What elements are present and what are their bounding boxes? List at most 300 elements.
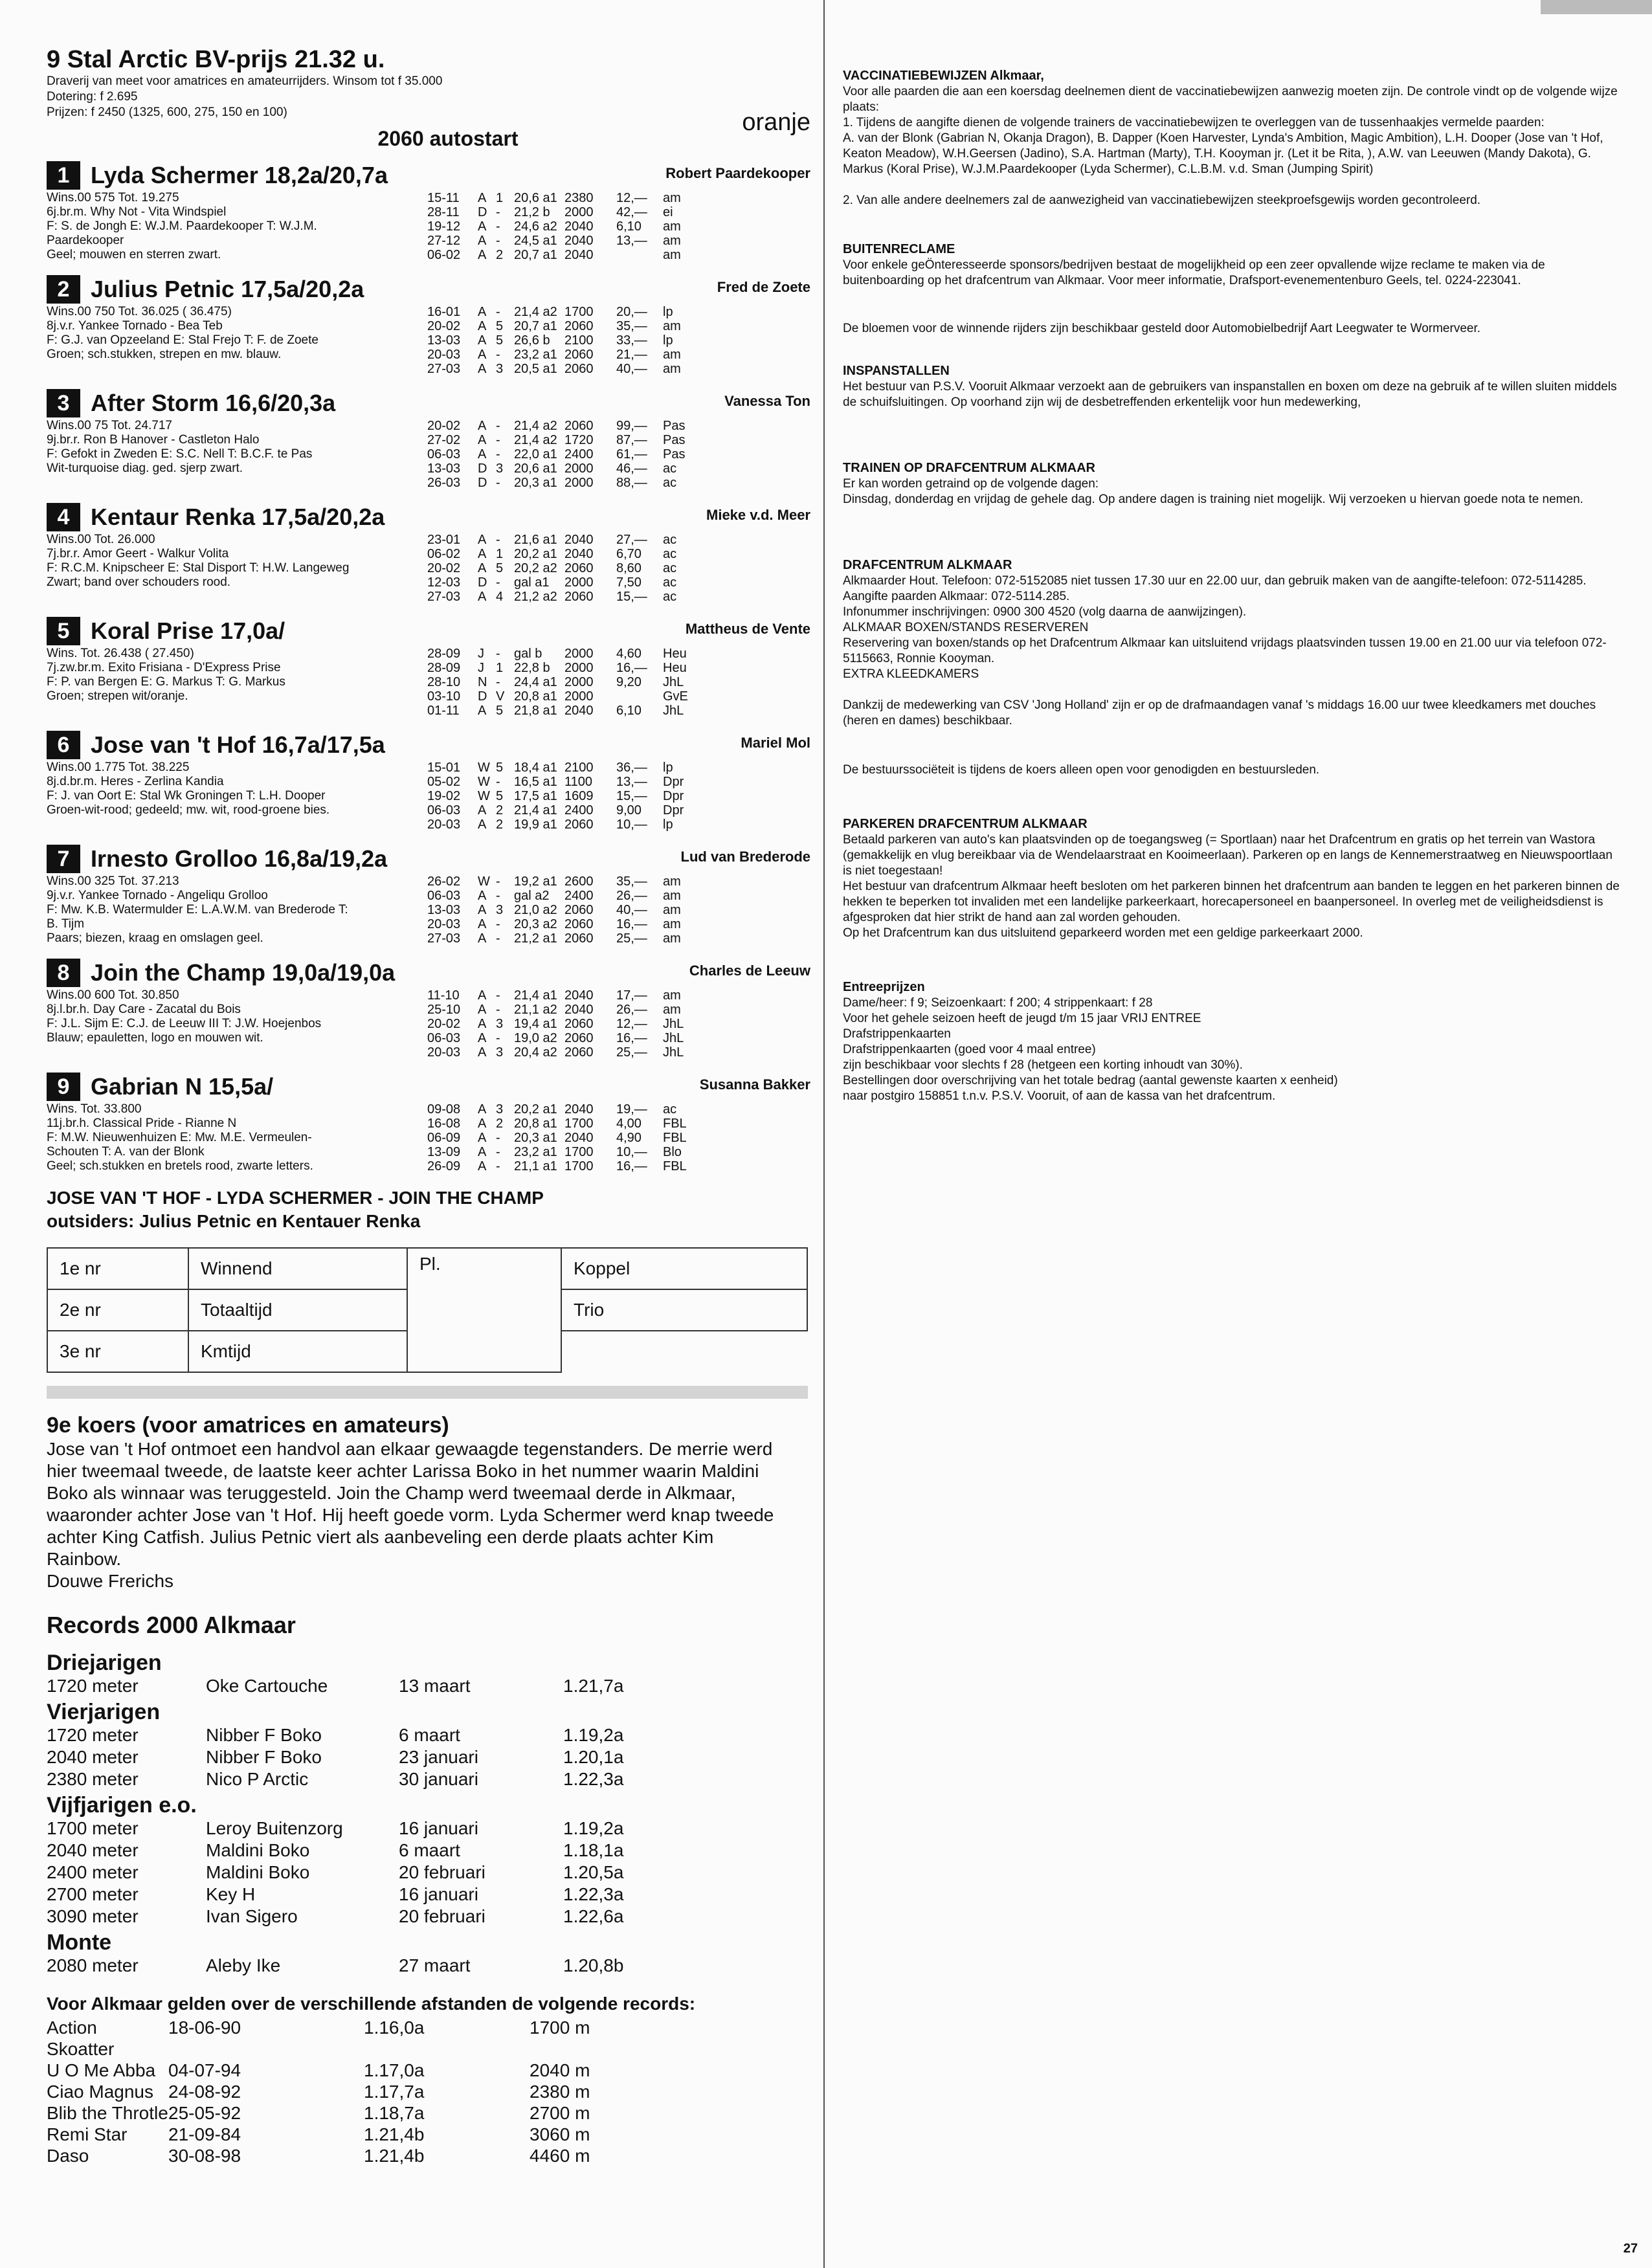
form-cell: A xyxy=(478,234,487,248)
record-category: Monte xyxy=(47,1930,112,1955)
record-cell: 16 januari xyxy=(399,1884,478,1904)
form-cell: Blo xyxy=(663,1145,682,1159)
form-cell: 26,— xyxy=(616,889,647,903)
track-record-cell: 2700 m xyxy=(530,2103,590,2123)
form-cell: 2 xyxy=(496,1117,504,1131)
horse-info xyxy=(47,1102,422,1173)
form-cell: A xyxy=(478,917,487,931)
horse-info-line: 7j.zw.br.m. Exito Frisiana - D'Express Prise xyxy=(47,661,281,674)
driver-name: Charles de Leeuw xyxy=(689,962,810,979)
record-row xyxy=(47,1906,810,1928)
section-text: Het bestuur van P.S.V. Vooruit Alkmaar verzoekt aan de gebruikers van inspanstallen en boxen om deze na gebruik af te willen sluiten middels de schuifsluitingen. Op voorhand zijn wij de desbetreffenden erkentelijk voor hun medewerking, xyxy=(843,380,1617,409)
record-row xyxy=(47,1768,810,1790)
horse-body xyxy=(47,647,810,718)
form-cell: 2060 xyxy=(564,917,594,931)
form-cell: - xyxy=(496,988,500,1003)
form-row xyxy=(427,803,715,817)
section-text: Dame/heer: f 9; Seizoenkaart: f 200; 4 strippenkaart: f 28 Voor het gehele seizoen heeft de jeugd t/m 15 jaar VRIJ ENTREE Drafstrippenkaarten Drafstrippenkaarten (goed voor 4 maal entree) zijn beschikbaar voor slechts f 28 (hetgeen een korting inhoudt van 30%). Bestellingen door overschrijving van het totale bedrag (aantal gewenste kaarten x eenheid) naar postgiro 158851 t.n.v. P.S.V. Vooruit, of aan de kassa van het drafcentrum. xyxy=(843,996,1338,1103)
horse-info-line: Blauw; epauletten, logo en mouwen wit. xyxy=(47,1031,263,1045)
form-cell: A xyxy=(478,547,487,561)
form-cell: 27-03 xyxy=(427,362,461,376)
top-gray-bar xyxy=(1541,0,1652,14)
record-category: Vijfjarigen e.o. xyxy=(47,1793,197,1818)
form-cell: lp xyxy=(663,305,673,319)
horse-header xyxy=(47,729,810,761)
form-cell: 33,— xyxy=(616,333,647,348)
form-cell: 20,5 a1 xyxy=(514,362,557,376)
form-row xyxy=(427,917,715,931)
horse-form xyxy=(427,419,715,490)
track-record-cell: 18-06-90 xyxy=(168,2018,241,2038)
record-row xyxy=(47,1955,810,1977)
form-cell: - xyxy=(496,1031,500,1045)
form-cell: am xyxy=(663,219,681,234)
form-cell: 2000 xyxy=(564,689,594,704)
horse-info-line: 6j.br.m. Why Not - Vita Windspiel xyxy=(47,205,227,219)
form-cell: 19,9 a1 xyxy=(514,817,557,832)
horse-info-line: Paars; biezen, kraag en omslagen geel. xyxy=(47,931,263,945)
info-section xyxy=(843,557,1620,729)
form-cell: 26,— xyxy=(616,1003,647,1017)
tips-outsiders: outsiders: Julius Petnic en Kentauer Renka xyxy=(47,1211,421,1231)
form-cell: - xyxy=(496,447,500,461)
form-cell: 2000 xyxy=(564,675,594,689)
form-cell: 1 xyxy=(496,661,504,675)
driver-name: Fred de Zoete xyxy=(717,279,810,295)
form-row xyxy=(427,1045,715,1060)
form-cell: am xyxy=(663,874,681,889)
form-cell: - xyxy=(496,889,500,903)
driver-name: Vanessa Ton xyxy=(724,393,810,409)
horse-name: After Storm 16,6/20,3a xyxy=(91,390,336,416)
track-record-cell: 1.17,0a xyxy=(364,2060,425,2080)
form-cell: 2040 xyxy=(564,704,594,718)
track-record-row xyxy=(47,2060,810,2081)
form-cell: 2060 xyxy=(564,903,594,917)
form-cell: 13-03 xyxy=(427,333,461,348)
form-cell: 2040 xyxy=(564,248,594,262)
form-cell: am xyxy=(663,917,681,931)
form-row xyxy=(427,433,715,447)
form-cell: JhL xyxy=(663,1031,684,1045)
form-cell: A xyxy=(478,803,487,817)
form-cell: 20,6 a1 xyxy=(514,461,557,476)
horse-info-line: F: P. van Bergen E: G. Markus T: G. Markus xyxy=(47,675,285,689)
form-cell: 21,2 a1 xyxy=(514,931,557,946)
form-cell: 3 xyxy=(496,1102,504,1117)
form-cell: 24,6 a2 xyxy=(514,219,557,234)
form-cell: 1609 xyxy=(564,789,594,803)
form-cell: am xyxy=(663,362,681,376)
form-cell: 20,3 a2 xyxy=(514,917,557,931)
form-cell: - xyxy=(496,219,500,234)
form-cell: 11-10 xyxy=(427,988,460,1003)
left-column xyxy=(47,45,810,2166)
form-cell: 2 xyxy=(496,803,504,817)
form-cell: 21,1 a1 xyxy=(514,1159,557,1173)
form-row xyxy=(427,1003,715,1017)
record-cell: Maldini Boko xyxy=(206,1862,310,1882)
form-cell: 9,00 xyxy=(616,803,642,817)
horse-body xyxy=(47,1102,810,1173)
cell-2e-nr: 2e nr xyxy=(47,1289,188,1331)
form-cell: 27-02 xyxy=(427,433,461,447)
form-cell: 13-03 xyxy=(427,461,461,476)
form-cell: ac xyxy=(663,561,677,575)
form-cell: 16,— xyxy=(616,1159,647,1173)
section-text: Er kan worden getraind op de volgende dagen: Dinsdag, donderdag en vrijdag de gehele dag. Op andere dagen is training niet mogelijk. Wij verzoeken u hiervan goede nota te nemen. xyxy=(843,477,1583,506)
record-cell: Aleby Ike xyxy=(206,1955,281,1975)
form-cell: 20-03 xyxy=(427,817,461,832)
horse-info-line: F: S. de Jongh E: W.J.M. Paardekooper T: W.J.M. xyxy=(47,219,317,233)
horse-info xyxy=(47,533,422,604)
form-cell: D xyxy=(478,689,487,704)
form-cell: 21,— xyxy=(616,348,647,362)
track-record-cell: 2380 m xyxy=(530,2082,590,2102)
record-cell: 2040 meter xyxy=(47,1747,139,1767)
section-title: TRAINEN OP DRAFCENTRUM ALKMAAR xyxy=(843,461,1095,475)
form-cell: 88,— xyxy=(616,476,647,490)
horse-number: 8 xyxy=(47,959,80,987)
form-cell: 5 xyxy=(496,761,504,775)
form-cell: 20-03 xyxy=(427,1045,461,1060)
horse-info-line: 7j.br.r. Amor Geert - Walkur Volita xyxy=(47,547,229,561)
form-cell: 1 xyxy=(496,191,504,205)
horse-info-line: Wins. Tot. 26.438 ( 27.450) xyxy=(47,647,194,660)
form-cell: - xyxy=(496,305,500,319)
form-cell: 20,4 a2 xyxy=(514,1045,557,1060)
track-record-cell: 1.21,4b xyxy=(364,2124,425,2144)
horse-info-line: 9j.v.r. Yankee Tornado - Angeliqu Grolloo xyxy=(47,889,268,902)
form-cell: 22,8 b xyxy=(514,661,550,675)
form-cell: am xyxy=(663,903,681,917)
form-cell: 21,6 a1 xyxy=(514,533,557,547)
cell-totaaltijd: Totaaltijd xyxy=(188,1289,407,1331)
form-cell: Pas xyxy=(663,447,686,461)
record-cell: 1700 meter xyxy=(47,1818,139,1838)
form-cell: - xyxy=(496,205,500,219)
section-title: INSPANSTALLEN xyxy=(843,364,950,378)
form-cell: 27,— xyxy=(616,533,647,547)
record-row xyxy=(47,1884,810,1906)
form-cell: 21,4 a1 xyxy=(514,803,557,817)
form-cell: am xyxy=(663,889,681,903)
horse-info xyxy=(47,305,422,376)
form-cell: 27-03 xyxy=(427,590,461,604)
form-cell: 19-12 xyxy=(427,219,461,234)
horse-info-line: Groen-wit-rood; gedeeld; mw. wit, rood-groene bies. xyxy=(47,803,330,817)
track-record-cell: Daso xyxy=(47,2146,89,2166)
info-section xyxy=(843,321,1620,337)
form-row xyxy=(427,205,715,219)
form-cell: JhL xyxy=(663,1045,684,1060)
form-cell: 87,— xyxy=(616,433,647,447)
record-cell: 1720 meter xyxy=(47,1725,139,1745)
horse-number: 4 xyxy=(47,503,80,531)
tips xyxy=(47,1186,810,1233)
form-cell: 99,— xyxy=(616,419,647,433)
form-row xyxy=(427,1131,715,1145)
horse-info-line: Groen; sch.stukken, strepen en mw. blauw. xyxy=(47,348,282,361)
form-cell: 19,— xyxy=(616,1102,647,1117)
form-row xyxy=(427,817,715,832)
form-cell: 25,— xyxy=(616,1045,647,1060)
form-cell: 1 xyxy=(496,547,504,561)
form-cell: - xyxy=(496,874,500,889)
track-records-list xyxy=(47,2017,810,2166)
form-cell: 13,— xyxy=(616,234,647,248)
horse-list xyxy=(47,160,810,1173)
form-cell: 2060 xyxy=(564,817,594,832)
info-section xyxy=(843,241,1620,289)
horse-info-line: F: R.C.M. Knipscheer E: Stal Disport T: H.W. Langeweg xyxy=(47,561,350,575)
form-cell: 15,— xyxy=(616,789,647,803)
horse-number: 6 xyxy=(47,731,80,759)
form-cell: 12-03 xyxy=(427,575,461,590)
horse-body xyxy=(47,191,810,262)
form-row xyxy=(427,675,715,689)
form-cell: - xyxy=(496,1131,500,1145)
form-cell: 1700 xyxy=(564,305,594,319)
track-record-cell: Ciao Magnus xyxy=(47,2082,153,2102)
horse-info-line: Wins.00 75 Tot. 24.717 xyxy=(47,419,172,432)
section-title: BUITENRECLAME xyxy=(843,242,955,256)
form-row xyxy=(427,561,715,575)
form-cell: N xyxy=(478,675,487,689)
cell-kmtijd: Kmtijd xyxy=(188,1331,407,1372)
form-row xyxy=(427,931,715,946)
track-record-cell: 1.21,4b xyxy=(364,2146,425,2166)
form-cell: gal a1 xyxy=(514,575,550,590)
horse-info xyxy=(47,988,422,1060)
form-cell: D xyxy=(478,575,487,590)
form-cell: - xyxy=(496,931,500,946)
record-row xyxy=(47,1840,810,1862)
horse-info-line: F: Gefokt in Zweden E: S.C. Nell T: B.C.F. te Pas xyxy=(47,447,313,461)
horse-info-line: Groen; strepen wit/oranje. xyxy=(47,689,188,703)
horse-info xyxy=(47,191,422,262)
form-cell: 35,— xyxy=(616,319,647,333)
form-row xyxy=(427,903,715,917)
form-cell: 21,1 a2 xyxy=(514,1003,557,1017)
horse-header xyxy=(47,388,810,419)
track-record-row xyxy=(47,2017,810,2060)
form-cell: J xyxy=(478,647,484,661)
record-category: Vierjarigen xyxy=(47,1700,161,1724)
cell-winnend: Winnend xyxy=(188,1248,407,1289)
horse-name: Lyda Schermer 18,2a/20,7a xyxy=(91,162,388,188)
form-cell xyxy=(616,248,663,262)
form-cell: A xyxy=(478,561,487,575)
form-row xyxy=(427,789,715,803)
record-cell: 2080 meter xyxy=(47,1955,139,1975)
form-cell: - xyxy=(496,775,500,789)
form-row xyxy=(427,988,715,1003)
form-cell: 2400 xyxy=(564,889,594,903)
form-cell: 21,4 a2 xyxy=(514,419,557,433)
form-cell: 20,6 a1 xyxy=(514,191,557,205)
form-cell: 20-02 xyxy=(427,419,461,433)
form-cell: 18,4 a1 xyxy=(514,761,557,775)
form-cell: - xyxy=(496,1145,500,1159)
form-cell: 26-09 xyxy=(427,1159,461,1173)
section-title: Entreeprijzen xyxy=(843,980,925,994)
horse-info xyxy=(47,419,422,490)
form-cell: 21,8 a1 xyxy=(514,704,557,718)
form-cell: A xyxy=(478,1117,487,1131)
form-cell: A xyxy=(478,333,487,348)
form-cell: ac xyxy=(663,547,677,561)
form-cell: 28-11 xyxy=(427,205,460,219)
form-cell: Dpr xyxy=(663,775,684,789)
form-row xyxy=(427,191,715,205)
horse-entry xyxy=(47,729,810,832)
form-cell: JhL xyxy=(663,704,684,718)
form-cell: A xyxy=(478,1017,487,1031)
record-row xyxy=(47,1746,810,1768)
form-cell: - xyxy=(496,647,500,661)
record-cell: Nibber F Boko xyxy=(206,1725,322,1745)
form-cell: V xyxy=(496,689,505,704)
form-row xyxy=(427,1159,715,1173)
form-cell: 20-02 xyxy=(427,319,461,333)
form-cell: 2040 xyxy=(564,1131,594,1145)
form-cell: A xyxy=(478,419,487,433)
race-title: 9 Stal Arctic BV-prijs 21.32 u. xyxy=(47,46,385,73)
koers-author: Douwe Frerichs xyxy=(47,1571,174,1591)
form-cell: - xyxy=(496,575,500,590)
form-cell: 19,4 a1 xyxy=(514,1017,557,1031)
info-section xyxy=(843,460,1620,507)
track-record-cell: U O Me Abba xyxy=(47,2060,156,2080)
race-header xyxy=(47,45,810,151)
form-cell: ac xyxy=(663,476,677,490)
record-cell: 20 februari xyxy=(399,1906,486,1926)
horse-info-line: F: J.L. Sijm E: C.J. de Leeuw III T: J.W. Hoejenbos xyxy=(47,1017,322,1030)
cell-pl: Pl. xyxy=(407,1248,561,1372)
form-cell: 3 xyxy=(496,1017,504,1031)
form-cell: - xyxy=(496,419,500,433)
form-cell: gal b xyxy=(514,647,542,661)
track-record-cell: 1.18,7a xyxy=(364,2103,425,2123)
form-cell: A xyxy=(478,248,487,262)
form-cell: 17,— xyxy=(616,988,647,1003)
form-cell: lp xyxy=(663,761,673,775)
horse-info-line: Wins.00 575 Tot. 19.275 xyxy=(47,191,179,205)
horse-number: 5 xyxy=(47,617,80,645)
form-cell: 2060 xyxy=(564,348,594,362)
form-cell: 20,2 a1 xyxy=(514,547,557,561)
form-cell: 16-08 xyxy=(427,1117,461,1131)
form-row xyxy=(427,461,715,476)
form-cell: 3 xyxy=(496,903,504,917)
horse-name: Julius Petnic 17,5a/20,2a xyxy=(91,276,364,302)
horse-entry xyxy=(47,1071,810,1173)
cell-trio: Trio xyxy=(561,1289,807,1331)
horse-name: Gabrian N 15,5a/ xyxy=(91,1073,274,1100)
form-cell: 28-09 xyxy=(427,661,461,675)
horse-body xyxy=(47,874,810,946)
form-cell: - xyxy=(496,348,500,362)
horse-info-line: F: G.J. van Opzeeland E: Stal Frejo T: F. de Zoete xyxy=(47,333,318,347)
form-cell: 6,10 xyxy=(616,219,642,234)
form-cell: 24,4 a1 xyxy=(514,675,557,689)
form-cell: 2400 xyxy=(564,803,594,817)
form-cell: 25,— xyxy=(616,931,647,946)
record-cell: 6 maart xyxy=(399,1840,460,1860)
form-cell: ac xyxy=(663,590,677,604)
form-cell: 3 xyxy=(496,1045,504,1060)
form-cell: 4,00 xyxy=(616,1117,642,1131)
form-cell: 16,— xyxy=(616,661,647,675)
cell-3e-nr: 3e nr xyxy=(47,1331,188,1372)
form-cell: - xyxy=(496,533,500,547)
horse-info-line: 11j.br.h. Classical Pride - Rianne N xyxy=(47,1117,237,1130)
form-cell: 5 xyxy=(496,789,504,803)
form-cell: - xyxy=(496,234,500,248)
form-cell: 10,— xyxy=(616,817,647,832)
section-title: DRAFCENTRUM ALKMAAR xyxy=(843,558,1012,572)
track-record-cell: Blib the Throtle xyxy=(47,2103,168,2123)
horse-number: 9 xyxy=(47,1073,80,1101)
record-cell: 1.20,1a xyxy=(563,1747,624,1767)
horse-header xyxy=(47,274,810,305)
form-cell: A xyxy=(478,219,487,234)
horse-info-line: Wins.00 1.775 Tot. 38.225 xyxy=(47,761,190,774)
info-section xyxy=(843,362,1620,410)
horse-name: Koral Prise 17,0a/ xyxy=(91,617,285,644)
form-cell: W xyxy=(478,789,490,803)
horse-info-line: F: J. van Oort E: Stal Wk Groningen T: L.H. Dooper xyxy=(47,789,326,803)
form-cell: Heu xyxy=(663,647,687,661)
record-cell: 20 februari xyxy=(399,1862,486,1882)
form-cell: 8,60 xyxy=(616,561,642,575)
record-cell: 2700 meter xyxy=(47,1884,139,1904)
track-record-cell: 3060 m xyxy=(530,2124,590,2144)
form-cell: 36,— xyxy=(616,761,647,775)
record-cell: Ivan Sigero xyxy=(206,1906,298,1926)
record-cell: 1720 meter xyxy=(47,1676,139,1696)
horse-info-line: B. Tijm xyxy=(47,917,85,931)
form-cell: A xyxy=(478,889,487,903)
record-cell: 1.22,3a xyxy=(563,1884,624,1904)
form-cell: 20-03 xyxy=(427,348,461,362)
horse-info-line: Geel; sch.stukken en bretels rood, zwarte letters. xyxy=(47,1159,313,1173)
form-cell: 16-01 xyxy=(427,305,461,319)
form-cell: 2040 xyxy=(564,219,594,234)
form-cell: 1720 xyxy=(564,433,594,447)
track-record-cell: Remi Star xyxy=(47,2124,128,2144)
koers-title: 9e koers (voor amatrices en amateurs) xyxy=(47,1413,449,1438)
form-cell: 13-03 xyxy=(427,903,461,917)
form-cell: 40,— xyxy=(616,362,647,376)
form-cell: D xyxy=(478,205,487,219)
horse-form xyxy=(427,647,715,718)
form-cell: 06-03 xyxy=(427,1031,461,1045)
record-cell: Maldini Boko xyxy=(206,1840,310,1860)
form-cell: 2060 xyxy=(564,362,594,376)
race-start: 2060 autostart xyxy=(377,127,519,150)
results-table xyxy=(47,1247,808,1373)
form-cell: 2100 xyxy=(564,333,594,348)
form-cell: 20,8 a1 xyxy=(514,689,557,704)
form-cell: 9,20 xyxy=(616,675,642,689)
form-cell: 6,70 xyxy=(616,547,642,561)
gray-separator-bar xyxy=(47,1386,808,1399)
form-cell: 06-02 xyxy=(427,248,461,262)
form-cell: am xyxy=(663,191,681,205)
form-cell: 2400 xyxy=(564,447,594,461)
